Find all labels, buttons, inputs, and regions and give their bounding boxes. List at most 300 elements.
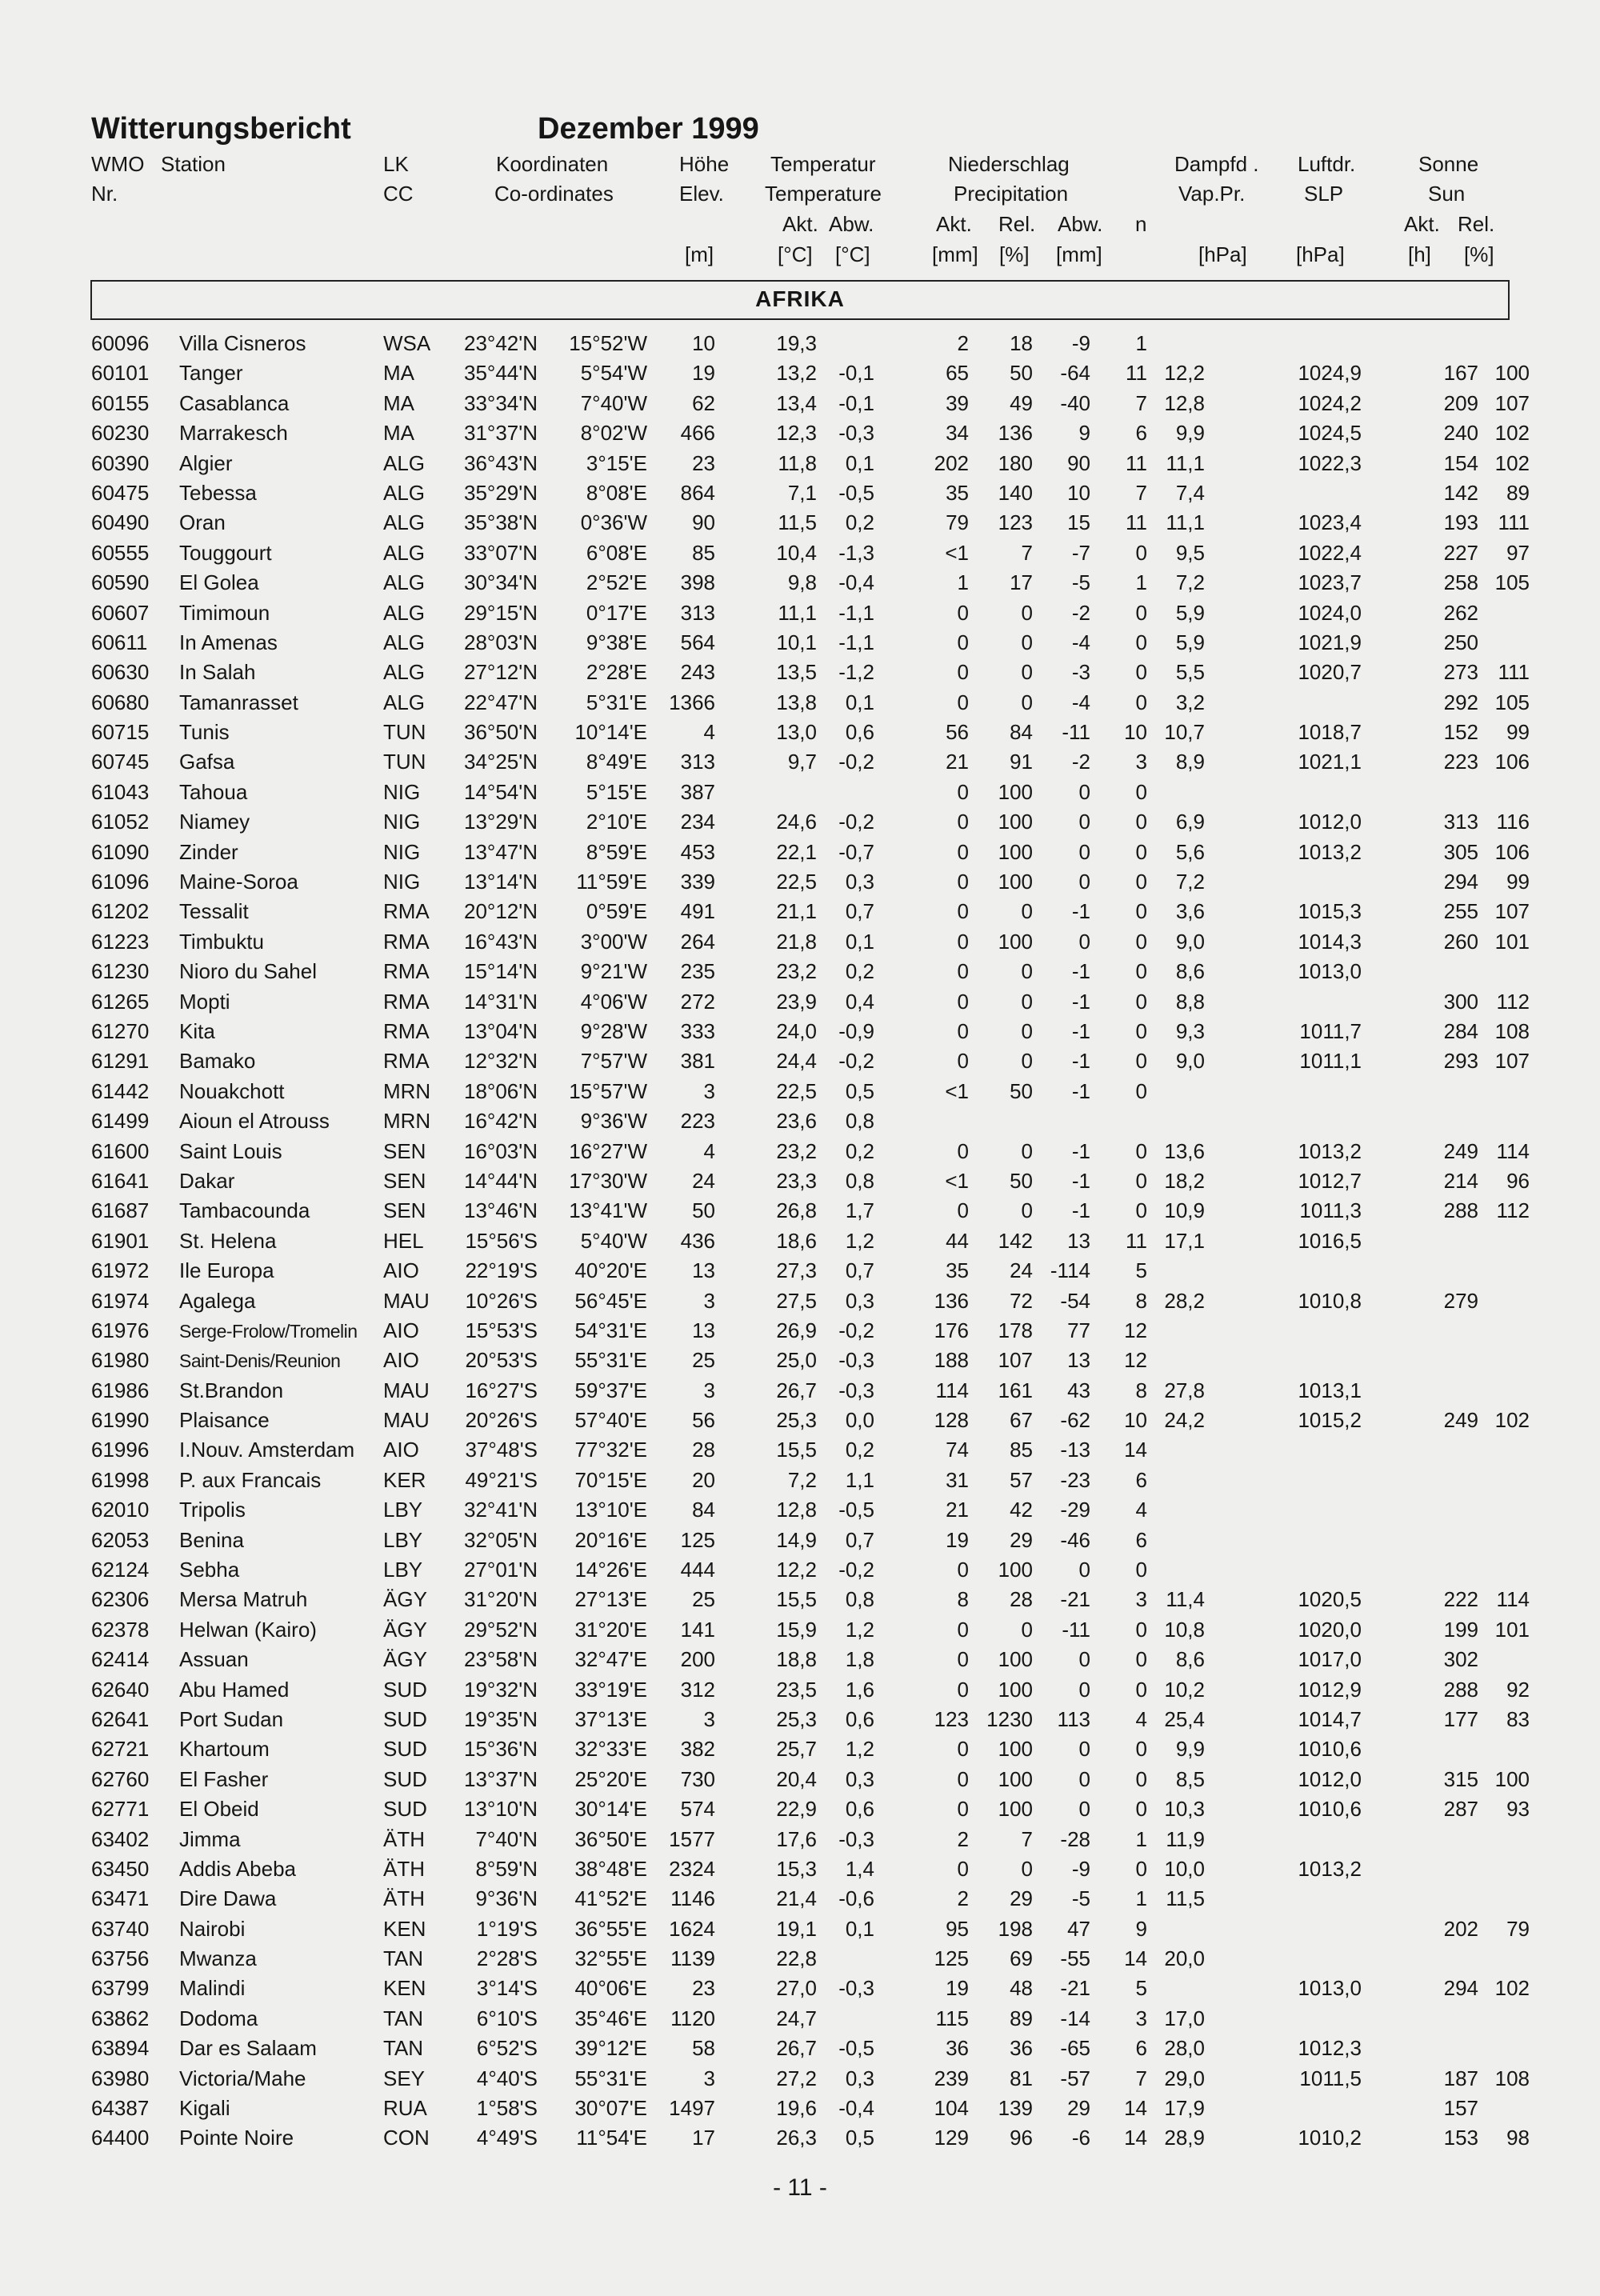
sun-akt: 305 [1443,839,1478,864]
wmo-nr: 64387 [91,2096,150,2121]
longitude: 54°31'E [574,1318,647,1342]
prec-days: 0 [1135,1168,1147,1193]
latitude: 16°42'N [464,1109,538,1134]
temp-abw: 0,2 [845,510,874,535]
sun-akt: 154 [1443,450,1478,475]
table-row [0,1107,1600,1137]
longitude: 5°31'E [586,690,647,714]
table-row [0,1974,1600,2004]
vapour-pressure: 11,9 [1166,1826,1205,1851]
prec-abw: -11 [1062,720,1090,745]
wmo-nr: 61600 [91,1138,150,1163]
prec-rel: 28 [1010,1587,1033,1612]
prec-days: 0 [1135,1797,1147,1822]
wmo-nr: 60607 [91,600,150,625]
station-name: Benina [179,1527,244,1552]
temp-abw: 0,1 [845,1916,874,1941]
prec-days: 7 [1135,480,1147,505]
hdr-temperatur: Temperatur [770,152,876,176]
wmo-nr: 61980 [91,1348,150,1373]
prec-abw: -1 [1071,1049,1090,1074]
temp-akt: 22,5 [776,1078,817,1103]
station-name: El Golea [179,570,259,595]
wmo-nr: 61986 [91,1378,150,1402]
wmo-nr: 61499 [91,1109,150,1134]
latitude: 20°26'S [465,1408,538,1433]
country-code: RMA [383,959,430,984]
station-name: Dar es Salaam [179,2036,317,2061]
prec-rel: 89 [1010,2006,1033,2030]
sun-akt: 223 [1443,750,1478,774]
latitude: 1°19'S [476,1916,538,1941]
prec-abw: -4 [1071,690,1090,714]
wmo-nr: 62306 [91,1587,150,1612]
table-row [0,1915,1600,1945]
longitude: 32°55'E [574,1946,647,1971]
temp-akt: 7,1 [787,480,817,505]
station-name: Pointe Noire [179,2126,294,2150]
longitude: 57°40'E [574,1408,647,1433]
latitude: 1°58'S [476,2096,538,2121]
prec-abw: -23 [1060,1467,1090,1492]
wmo-nr: 62124 [91,1558,150,1582]
prec-rel: 29 [1010,1527,1033,1552]
prec-abw: 0 [1078,839,1090,864]
country-code: ÄGY [383,1647,427,1672]
prec-rel: 178 [998,1318,1033,1342]
wmo-nr: 62053 [91,1527,150,1552]
sea-level-pressure: 1024,0 [1298,600,1362,625]
table-row [0,1855,1600,1885]
elevation: 1577 [669,1826,715,1851]
table-row [0,1945,1600,1974]
prec-rel: 123 [998,510,1033,535]
prec-abw: -1 [1071,1168,1090,1193]
latitude: 15°36'N [464,1737,538,1762]
hdr-koordinaten: Koordinaten [496,152,609,176]
station-name: Tessalit [179,899,249,924]
temp-akt: 21,8 [776,929,817,954]
prec-rel: 0 [1021,1049,1033,1074]
elevation: 3 [703,1706,715,1731]
country-code: MA [383,361,414,386]
station-name: St. Helena [179,1228,277,1253]
prec-abw: 10 [1067,480,1090,505]
station-name: Tamanrasset [179,690,298,714]
wmo-nr: 62641 [91,1706,150,1731]
wmo-nr: 63756 [91,1946,150,1971]
vapour-pressure: 28,9 [1164,2126,1205,2150]
sea-level-pressure: 1010,2 [1298,2126,1362,2150]
vapour-pressure: 8,9 [1175,750,1205,774]
latitude: 31°37'N [464,421,538,446]
prec-akt: <1 [945,1168,969,1193]
longitude: 59°37'E [574,1378,647,1402]
elevation: 84 [692,1498,715,1522]
temp-akt: 12,2 [776,1558,817,1582]
prec-abw: -6 [1071,2126,1090,2150]
hdr-sun-akt: Akt. [1404,212,1440,236]
prec-akt: 202 [934,450,969,475]
sun-akt: 142 [1443,480,1478,505]
temp-abw: 1,2 [845,1737,874,1762]
temp-abw: 0,5 [845,2126,874,2150]
wmo-nr: 60611 [91,630,148,654]
country-code: MRN [383,1078,431,1103]
station-name: Timimoun [179,600,270,625]
longitude: 17°30'W [569,1168,647,1193]
vapour-pressure: 13,6 [1164,1138,1205,1163]
sun-rel: 114 [1496,1138,1530,1163]
country-code: KER [383,1467,426,1492]
prec-rel: 7 [1021,1826,1033,1851]
sun-akt: 202 [1443,1916,1478,1941]
sun-akt: 157 [1443,2096,1478,2121]
latitude: 14°44'N [464,1168,538,1193]
longitude: 9°21'W [580,959,647,984]
prec-abw: 77 [1067,1318,1090,1342]
prec-abw: 9 [1078,421,1090,446]
vapour-pressure: 7,2 [1175,570,1205,595]
station-name: Dire Dawa [179,1886,277,1911]
table-row [0,330,1600,359]
elevation: 235 [680,959,715,984]
hdr-temp-abw: Abw. [829,212,874,236]
sun-akt: 302 [1443,1647,1478,1672]
table-row [0,1227,1600,1257]
table-row [0,1795,1600,1825]
sea-level-pressure: 1014,3 [1298,929,1362,954]
prec-days: 12 [1124,1318,1147,1342]
prec-days: 6 [1135,2036,1147,2061]
country-code: SUD [383,1706,427,1731]
country-code: SEN [383,1198,426,1223]
country-code: ALG [383,660,426,685]
sun-rel: 111 [1498,660,1530,685]
sea-level-pressure: 1013,1 [1298,1378,1362,1402]
prec-days: 5 [1135,1976,1147,2001]
prec-akt: 128 [934,1408,969,1433]
temp-abw: 0,3 [845,2066,874,2090]
sun-akt: 260 [1443,929,1478,954]
table-row [0,509,1600,538]
sun-akt: 288 [1443,1198,1478,1223]
temp-akt: 24,0 [776,1018,817,1043]
table-row [0,629,1600,658]
prec-days: 0 [1135,1856,1147,1881]
longitude: 8°49'E [586,750,647,774]
latitude: 32°41'N [464,1498,538,1522]
longitude: 2°52'E [586,570,647,595]
country-code: ÄTH [383,1826,425,1851]
vapour-pressure: 8,5 [1175,1766,1205,1791]
prec-days: 0 [1135,1617,1147,1642]
prec-rel: 100 [998,779,1033,804]
hdr-temperature: Temperature [765,182,882,206]
vapour-pressure: 24,2 [1164,1408,1205,1433]
prec-days: 0 [1135,540,1147,565]
temp-akt: 9,8 [787,570,817,595]
temp-akt: 10,4 [776,540,817,565]
latitude: 20°12'N [464,899,538,924]
country-code: ALG [383,690,426,714]
prec-akt: 0 [957,1198,969,1223]
temp-akt: 26,8 [776,1198,817,1223]
temp-abw: -0,2 [838,1049,874,1074]
temp-abw: 0,1 [845,450,874,475]
section-title: AFRIKA [755,286,845,311]
temp-akt: 12,3 [776,421,817,446]
sun-rel: 114 [1496,1587,1530,1612]
elevation: 3 [703,2066,715,2090]
station-name: Khartoum [179,1737,270,1762]
vapour-pressure: 11,1 [1166,510,1205,535]
station-name: El Fasher [179,1766,269,1791]
data-table [0,330,1600,2154]
sea-level-pressure: 1012,3 [1298,2036,1362,2061]
prec-rel: 0 [1021,1617,1033,1642]
longitude: 0°59'E [586,899,647,924]
prec-abw: -1 [1071,989,1090,1014]
sea-level-pressure: 1024,9 [1298,361,1362,386]
station-name: Aioun el Atrouss [179,1109,330,1134]
sun-rel: 106 [1494,839,1530,864]
table-row [0,1167,1600,1197]
longitude: 10°14'E [574,720,647,745]
table-row [0,718,1600,748]
prec-abw: -29 [1060,1498,1090,1522]
station-name: Oran [179,510,226,535]
prec-days: 4 [1135,1498,1147,1522]
prec-akt: 0 [957,1766,969,1791]
temp-abw: 0,5 [845,1078,874,1103]
prec-akt: 239 [934,2066,969,2090]
sun-rel: 92 [1506,1677,1530,1702]
prec-abw: 13 [1067,1348,1090,1373]
latitude: 3°14'S [476,1976,538,2001]
prec-abw: -57 [1060,2066,1090,2090]
station-name: In Amenas [179,630,278,654]
country-code: HEL [383,1228,424,1253]
prec-akt: 0 [957,899,969,924]
temp-abw: -0,4 [838,2096,874,2121]
report-title: Witterungsbericht [91,112,351,146]
sea-level-pressure: 1013,2 [1298,839,1362,864]
elevation: 264 [680,929,715,954]
sun-akt: 293 [1443,1049,1478,1074]
prec-abw: -65 [1060,2036,1090,2061]
wmo-nr: 61901 [91,1228,150,1253]
temp-abw: -1,3 [838,540,874,565]
prec-rel: 0 [1021,1856,1033,1881]
longitude: 9°38'E [586,630,647,654]
wmo-nr: 61223 [91,929,150,954]
longitude: 9°36'W [580,1109,647,1134]
prec-akt: 0 [957,1737,969,1762]
prec-rel: 42 [1010,1498,1033,1522]
sea-level-pressure: 1013,0 [1298,959,1362,984]
prec-abw: -3 [1071,660,1090,685]
prec-rel: 0 [1021,630,1033,654]
prec-days: 1 [1135,1826,1147,1851]
sun-akt: 193 [1443,510,1478,535]
table-row [0,1317,1600,1346]
longitude: 5°54'W [580,361,647,386]
latitude: 33°34'N [464,390,538,415]
latitude: 34°25'N [464,750,538,774]
prec-days: 3 [1135,750,1147,774]
sea-level-pressure: 1010,6 [1298,1737,1362,1762]
sea-level-pressure: 1023,4 [1298,510,1362,535]
elevation: 453 [680,839,715,864]
sun-rel: 101 [1494,929,1530,954]
station-name: Saint Louis [179,1138,282,1163]
country-code: AIO [383,1258,419,1283]
station-name: Tunis [179,720,230,745]
prec-days: 0 [1135,1078,1147,1103]
elevation: 58 [692,2036,715,2061]
wmo-nr: 61976 [91,1318,150,1342]
temp-abw: 0,2 [845,1438,874,1462]
prec-rel: 0 [1021,1198,1033,1223]
temp-abw: 0,1 [845,690,874,714]
sun-rel: 96 [1506,1168,1530,1193]
temp-abw: 1,7 [845,1198,874,1223]
station-name: Dodoma [179,2006,258,2030]
sun-akt: 249 [1443,1408,1478,1433]
temp-abw: 1,2 [845,1228,874,1253]
prec-abw: 0 [1078,929,1090,954]
temp-akt: 20,4 [776,1766,817,1791]
temp-akt: 13,5 [776,660,817,685]
country-code: SUD [383,1677,427,1702]
temp-abw: 0,6 [845,720,874,745]
prec-days: 10 [1124,720,1147,745]
wmo-nr: 60715 [91,720,150,745]
prec-rel: 24 [1010,1258,1033,1283]
prec-akt: 19 [946,1527,969,1552]
prec-akt: 0 [957,1617,969,1642]
station-name: Addis Abeba [179,1856,297,1881]
hdr-lk: LK [383,152,409,176]
elevation: 333 [680,1018,715,1043]
longitude: 56°45'E [574,1288,647,1313]
temp-akt: 10,1 [776,630,817,654]
temp-akt: 15,5 [776,1587,817,1612]
station-name: Kigali [179,2096,230,2121]
sun-akt: 250 [1443,630,1478,654]
elevation: 56 [692,1408,715,1433]
prec-abw: -21 [1060,1587,1090,1612]
table-row [0,778,1600,808]
country-code: AIO [383,1348,419,1373]
latitude: 6°52'S [476,2036,538,2061]
prec-akt: 0 [957,1677,969,1702]
temp-akt: 19,1 [776,1916,817,1941]
latitude: 37°48'S [465,1438,538,1462]
prec-days: 14 [1124,2096,1147,2121]
sun-rel: 99 [1506,720,1530,745]
hdr-sun-rel: Rel. [1458,212,1495,236]
sea-level-pressure: 1022,4 [1298,540,1362,565]
prec-rel: 18 [1010,331,1033,355]
sun-rel: 83 [1506,1706,1530,1731]
elevation: 19 [692,361,715,386]
temp-akt: 25,3 [776,1408,817,1433]
prec-days: 0 [1135,839,1147,864]
prec-akt: 0 [957,1558,969,1582]
sun-akt: 315 [1443,1766,1478,1791]
elevation: 1366 [669,690,715,714]
sea-level-pressure: 1020,7 [1298,660,1362,685]
table-row [0,1735,1600,1765]
temp-abw: 0,7 [845,1527,874,1552]
sun-rel: 107 [1494,899,1530,924]
latitude: 19°35'N [464,1706,538,1731]
prec-akt: 44 [946,1228,969,1253]
vapour-pressure: 11,5 [1166,1886,1205,1911]
elevation: 50 [692,1198,715,1223]
prec-days: 10 [1124,1408,1147,1433]
prec-abw: -1 [1071,1138,1090,1163]
prec-akt: 0 [957,989,969,1014]
temp-akt: 15,3 [776,1856,817,1881]
sun-akt: 294 [1443,870,1478,894]
prec-days: 8 [1135,1378,1147,1402]
longitude: 13°41'W [569,1198,647,1223]
latitude: 7°40'N [475,1826,538,1851]
country-code: SUD [383,1797,427,1822]
prec-abw: -1 [1071,899,1090,924]
prec-akt: 115 [935,2006,969,2030]
prec-abw: 0 [1078,1766,1090,1791]
prec-akt: 129 [934,2126,969,2150]
wmo-nr: 60745 [91,750,150,774]
country-code: ÄGY [383,1587,427,1612]
temp-abw: -0,2 [838,1558,874,1582]
longitude: 0°36'W [580,510,647,535]
longitude: 32°33'E [574,1737,647,1762]
temp-akt: 25,7 [776,1737,817,1762]
prec-rel: 50 [1010,1078,1033,1103]
country-code: RMA [383,1049,430,1074]
longitude: 13°10'E [574,1498,647,1522]
longitude: 31°20'E [574,1617,647,1642]
table-row [0,1197,1600,1226]
longitude: 11°59'E [576,870,647,894]
prec-abw: -5 [1071,1886,1090,1911]
longitude: 15°57'W [569,1078,647,1103]
vapour-pressure: 9,5 [1175,540,1205,565]
report-month: Dezember 1999 [538,112,759,146]
prec-rel: 0 [1021,660,1033,685]
sun-rel: 98 [1506,2126,1530,2150]
temp-akt: 13,0 [776,720,817,745]
latitude: 31°20'N [464,1587,538,1612]
country-code: TAN [383,2036,424,2061]
sea-level-pressure: 1013,2 [1298,1856,1362,1881]
prec-rel: 100 [998,1737,1033,1762]
prec-days: 6 [1135,421,1147,446]
vapour-pressure: 11,4 [1166,1587,1205,1612]
longitude: 8°08'E [586,480,647,505]
prec-days: 0 [1135,690,1147,714]
wmo-nr: 62010 [91,1498,150,1522]
temp-akt: 17,6 [776,1826,817,1851]
wmo-nr: 60096 [91,331,150,355]
sun-akt: 187 [1443,2066,1478,2090]
wmo-nr: 61270 [91,1018,150,1043]
